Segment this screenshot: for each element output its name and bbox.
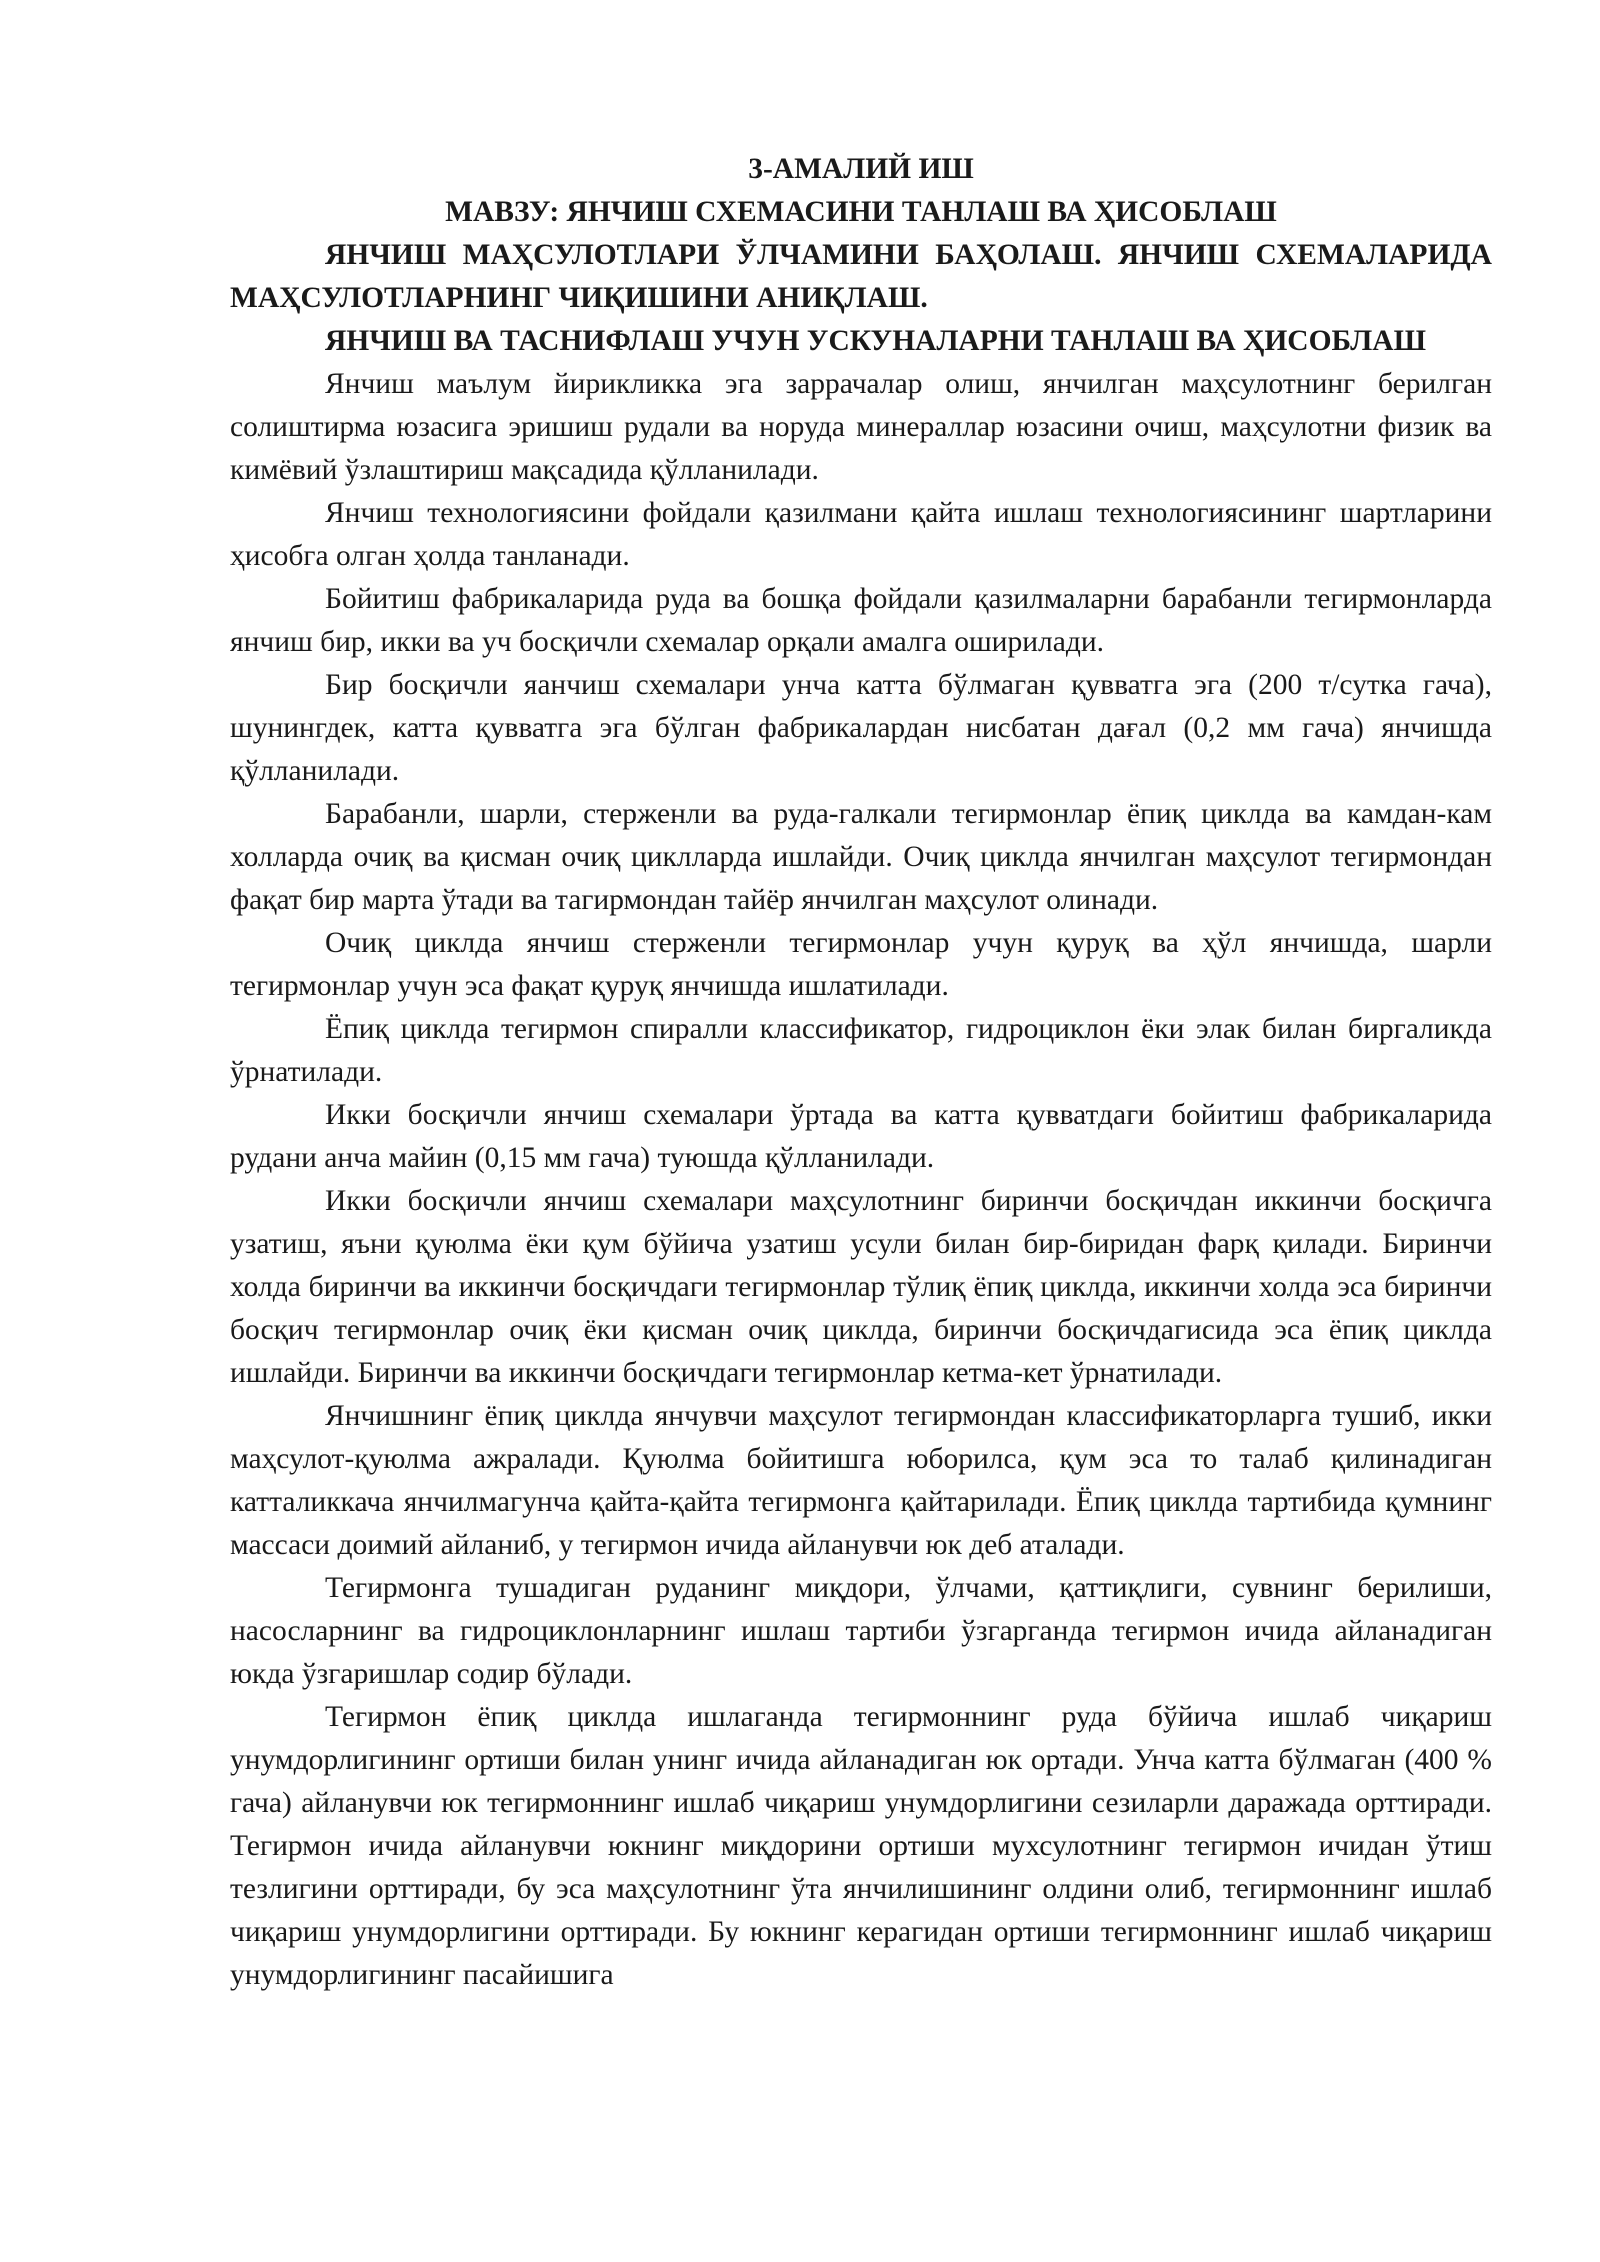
body-paragraph: Тегирмон ёпиқ циклда ишлаганда тегирмоннинг руда бўйича ишлаб чиқариш унумдорлигининг ортиши билан унинг ичида айланадиган юк ортади. Унча катта бўлмаган (400 % гача) айланувчи юк тегирмоннинг ишлаб чиқариш унумдорлигини сезиларли даражада орттиради. Тегирмон ичида айланувчи юкнинг миқдорини ортиши мухсулотнинг тегирмон ичидан ўтиш тезлигини орттиради, бу эса маҳсулотнинг ўта янчилишининг олдини олиб, тегирмоннинг ишлаб чиқариш унумдорлигини орттиради. Бу юкнинг керагидан ортиши тегирмоннинг ишлаб чиқариш унумдорлигининг пасайишига [230,1701,1492,1991]
body-paragraph: Ёпиқ циклда тегирмон спиралли классификатор, гидроциклон ёки элак билан биргаликда ўрнатилади. [230,1013,1492,1088]
document-page [230,148,1492,1997]
body-paragraph: Барабанли, шарли, стерженли ва руда-галкали тегирмонлар ёпиқ циклда ва камдан-кам холларда очиқ ва қисман очиқ циклларда ишлайди. Очиқ циклда янчилган маҳсулот тегирмондан фақат бир марта ўтади ва тагирмондан тайёр янчилган маҳсулот олинади. [230,798,1492,916]
document-title: 3-АМАЛИЙ ИШ [748,153,974,185]
topic-heading: МАВЗУ: ЯНЧИШ СХЕМАСИНИ ТАНЛАШ ВА ҲИСОБЛАШ [445,196,1277,228]
body-paragraph: Янчишнинг ёпиқ циклда янчувчи маҳсулот тегирмондан классификаторларга тушиб, икки маҳсулот-қуюлма ажралади. Қуюлма бойитишга юборилса, қум эса то талаб қилинадиган катталиккача янчилмагунча қайта-қайта тегирмонга қайтарилади. Ёпиқ циклда тартибида қумнинг массаси доимий айланиб, у тегирмон ичида айланувчи юк деб аталади. [230,1400,1492,1561]
body-paragraph: Бойитиш фабрикаларида руда ва бошқа фойдали қазилмаларни барабанли тегирмонларда янчиш бир, икки ва уч босқичли схемалар орқали амалга оширилади. [230,583,1492,658]
body-paragraph: Очиқ циклда янчиш стерженли тегирмонлар учун қуруқ ва ҳўл янчишда, шарли тегирмонлар учун эса фақат қуруқ янчишда ишлатилади. [230,927,1492,1002]
body-paragraph: Бир босқичли яанчиш схемалари унча катта бўлмаган қувватга эга (200 т/сутка гача), шунингдек, катта қувватга эга бўлган фабрикалардан нисбатан дағал (0,2 мм гача) янчишда қўлланилади. [230,669,1492,787]
body-paragraph: Янчиш технологиясини фойдали қазилмани қайта ишлаш технологиясининг шартларини ҳисобга олган ҳолда танланади. [230,497,1492,572]
body-paragraph: Тегирмонга тушадиган руданинг миқдори, ўлчами, қаттиқлиги, сувнинг берилиши, насосларнинг ва гидроциклонларнинг ишлаш тартиби ўзгарганда тегирмон ичида айланадиган юкда ўзгаришлар содир бўлади. [230,1572,1492,1690]
body-paragraph: Янчиш маълум йирикликка эга заррачалар олиш, янчилган маҳсулотнинг берилган солиштирма юзасига эришиш рудали ва норуда минераллар юзасини очиш, маҳсулотни физик ва кимёвий ўзлаштириш мақсадида қўлланилади. [230,368,1492,486]
subtopic-heading: ЯНЧИШ ВА ТАСНИФЛАШ УЧУН УСКУНАЛАРНИ ТАНЛАШ ВА ҲИСОБЛАШ [325,325,1426,357]
body-paragraph: Икки босқичли янчиш схемалари ўртада ва катта қувватдаги бойитиш фабрикаларида рудани анча майин (0,15 мм гача) туюшда қўлланилади. [230,1099,1492,1174]
body-paragraph: Икки босқичли янчиш схемалари маҳсулотнинг биринчи босқичдан иккинчи босқичга узатиш, яъни қуюлма ёки қум бўйича узатиш усули билан бир-биридан фарқ қилади. Биринчи холда биринчи ва иккинчи босқичдаги тегирмонлар тўлиқ ёпиқ циклда, иккинчи холда эса биринчи босқич тегирмонлар очиқ ёки қисман очиқ циклда, биринчи босқичдагисида эса ёпиқ циклда ишлайди. Биринчи ва иккинчи босқичдаги тегирмонлар кетма-кет ўрнатилади. [230,1185,1492,1389]
subtopic-heading: ЯНЧИШ МАҲСУЛОТЛАРИ ЎЛЧАМИНИ БАҲОЛАШ. ЯНЧИШ СХЕМАЛАРИДА МАҲСУЛОТЛАРНИНГ ЧИҚИШИНИ АНИҚЛАШ. [230,239,1492,314]
